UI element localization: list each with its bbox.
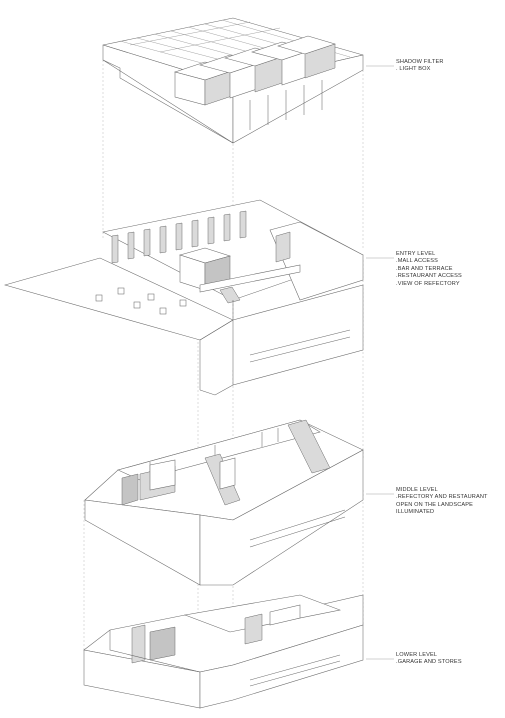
label-title: ENTRY LEVEL — [396, 251, 436, 257]
label-item: .GARAGE AND STORES — [396, 659, 462, 666]
label-middle-level — [396, 487, 488, 517]
label-item: .VIEW OF REFECTORY — [396, 280, 460, 287]
label-leaders — [366, 66, 394, 659]
shadow-filter-level — [103, 18, 363, 143]
label-item: .RESTAURANT ACCESS — [396, 273, 462, 280]
label-item: .REFECTORY AND RESTAURANT — [396, 494, 488, 501]
label-title: LOWER LEVEL — [396, 652, 438, 658]
lower-level — [84, 595, 363, 708]
entry-level — [5, 200, 363, 395]
label-title: SHADOW FILTER — [396, 59, 444, 65]
label-entry-level — [396, 251, 462, 288]
label-item: .BAR AND TERRACE — [396, 265, 453, 272]
label-shadow-filter — [396, 59, 444, 74]
label-item: OPEN ON THE LANDSCAPE — [396, 501, 474, 508]
label-title: MIDDLE LEVEL — [396, 487, 438, 493]
middle-level — [85, 420, 363, 585]
label-item: ILLUMINATED — [396, 509, 435, 516]
label-lower-level — [396, 652, 462, 667]
label-item: . LIGHT BOX — [396, 66, 431, 73]
label-item: .MALL ACCESS — [396, 258, 439, 265]
